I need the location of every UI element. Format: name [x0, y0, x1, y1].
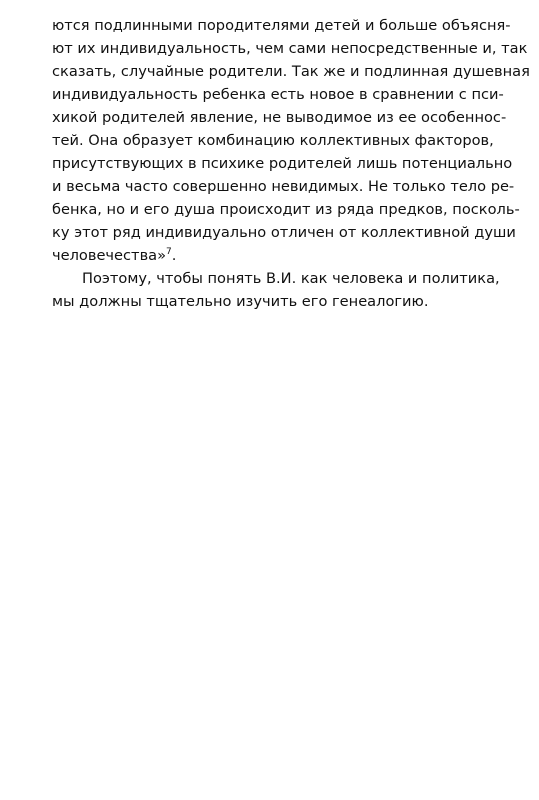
body-text — [52, 14, 530, 313]
end-punctuation: . — [171, 247, 177, 264]
text-line: тей. Она образует комбинацию коллективных факторов, — [52, 132, 494, 149]
text-line: хикой родителей явление, не выводимое из ее особеннос- — [52, 109, 507, 126]
text-line: присутствующих в психике родителей лишь потенциально — [52, 155, 513, 172]
text-line: Поэтому, чтобы понять В.И. как человека и политика, — [82, 270, 500, 287]
footnote-reference[interactable]: 7 — [166, 247, 172, 258]
text-line: ку этот ряд индивидуально отличен от коллективной души — [52, 224, 516, 241]
text-line: ются подлинными породителями детей и больше объясня- — [52, 17, 511, 34]
paragraph-1 — [52, 14, 530, 267]
text-line: ют их индивидуальность, чем сами непосредственные и, так — [52, 40, 528, 57]
text-line: сказать, случайные родители. Так же и подлинная душевная — [52, 63, 530, 80]
paragraph-2 — [52, 267, 500, 313]
text-line: и весьма часто совершенно невидимых. Не только тело ре- — [52, 178, 515, 195]
text-line-content: человечества» — [52, 247, 167, 264]
text-line: индивидуальность ребенка есть новое в сравнении с пси- — [52, 86, 504, 103]
text-line-last: мы должны тщательно изучить его генеалогию. — [52, 293, 429, 310]
text-line: бенка, но и его душа происходит из ряда предков, посколь- — [52, 201, 520, 218]
text-line-last — [52, 244, 488, 267]
